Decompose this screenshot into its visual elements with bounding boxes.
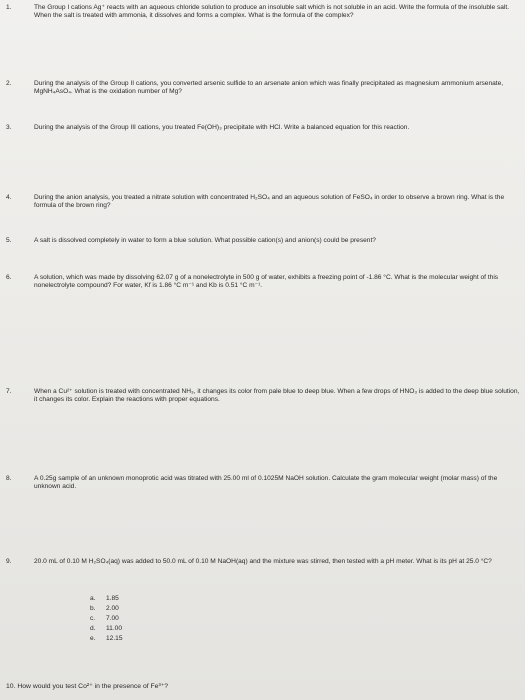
question-number: 2. <box>6 80 12 87</box>
question-number: 4. <box>6 194 12 201</box>
option-letter: a. <box>90 595 96 602</box>
answer-options <box>90 594 146 644</box>
question-text: When a Cu²⁺ solution is treated with concentrated NH₃, it changes its color from pale blue to deep blue. When a few drops of HNO₃ is added to the deep blue solution, it changes its color. Explain the reactions with proper equations. <box>34 388 520 404</box>
question-number: 3. <box>6 124 12 131</box>
option-letter: e. <box>90 635 96 642</box>
question-number: 1. <box>6 4 12 11</box>
question-text: A solution, which was made by dissolving 62.07 g of a nonelectrolyte in 500 g of water, exhibits a freezing point of -1.86 °C. What is the molecular weight of this nonelectrolyte compound? For water, Kf is 1.86 °C m⁻¹ and Kb is 0.51 °C m⁻¹. <box>34 274 499 290</box>
question-text: During the analysis of the Group II cations, you converted arsenic sulfide to an arsenate anion which was finally precipitated as magnesium ammonium arsenate, MgNH₄AsO₄. What is the oxidation number of Mg? <box>34 80 504 96</box>
option-value: 1.85 <box>106 595 119 602</box>
option-value: 2.00 <box>106 605 119 612</box>
option-value: 12.15 <box>106 635 123 642</box>
question-number: 6. <box>6 274 12 281</box>
option-d <box>90 624 146 634</box>
question-text: A salt is dissolved completely in water to form a blue solution. What possible cation(s) and anion(s) could be present? <box>34 237 376 244</box>
question-number: 7. <box>6 388 12 395</box>
question-text: 20.0 mL of 0.10 M H₂SO₄(aq) was added to 50.0 mL of 0.10 M NaOH(aq) and the mixture was stirred, then tested with a pH meter. What is its pH at 25.0 °C? <box>34 558 492 565</box>
question-number: 5. <box>6 237 12 244</box>
question-text: During the anion analysis, you treated a nitrate solution with concentrated H₂SO₄ and an aqueous solution of FeSO₄ in order to observe a brown ring. What is the formula of the brown ring? <box>34 194 505 210</box>
option-letter: b. <box>90 605 96 612</box>
option-letter: d. <box>90 625 96 632</box>
question-10: 10. How would you test Co²⁺ in the presence of Fe³⁺? <box>6 683 169 690</box>
option-c <box>90 614 146 624</box>
question-number: 8. <box>6 475 12 482</box>
option-letter: c. <box>90 615 96 622</box>
option-value: 11.00 <box>106 625 123 632</box>
option-e <box>90 634 146 644</box>
question-text: During the analysis of the Group III cations, you treated Fe(OH)₃ precipitate with HCl. Write a balanced equation for this reaction. <box>34 124 410 131</box>
option-value: 7.00 <box>106 615 119 622</box>
option-b <box>90 604 146 614</box>
option-a <box>90 594 146 604</box>
question-text: A 0.25g sample of an unknown monoprotic acid was titrated with 25.00 ml of 0.1025M NaOH solution. Calculate the gram molecular weight (molar mass) of the unknown acid. <box>34 475 498 491</box>
question-text: The Group I cations Ag⁺ reacts with an aqueous chloride solution to produce an insoluble salt which is not soluble in an acid. Write the formula of the insoluble salt. When the salt is treated with ammonia, it dissolves and forms a complex. What is the formula of the complex? <box>34 4 510 20</box>
question-number: 9. <box>6 558 12 565</box>
